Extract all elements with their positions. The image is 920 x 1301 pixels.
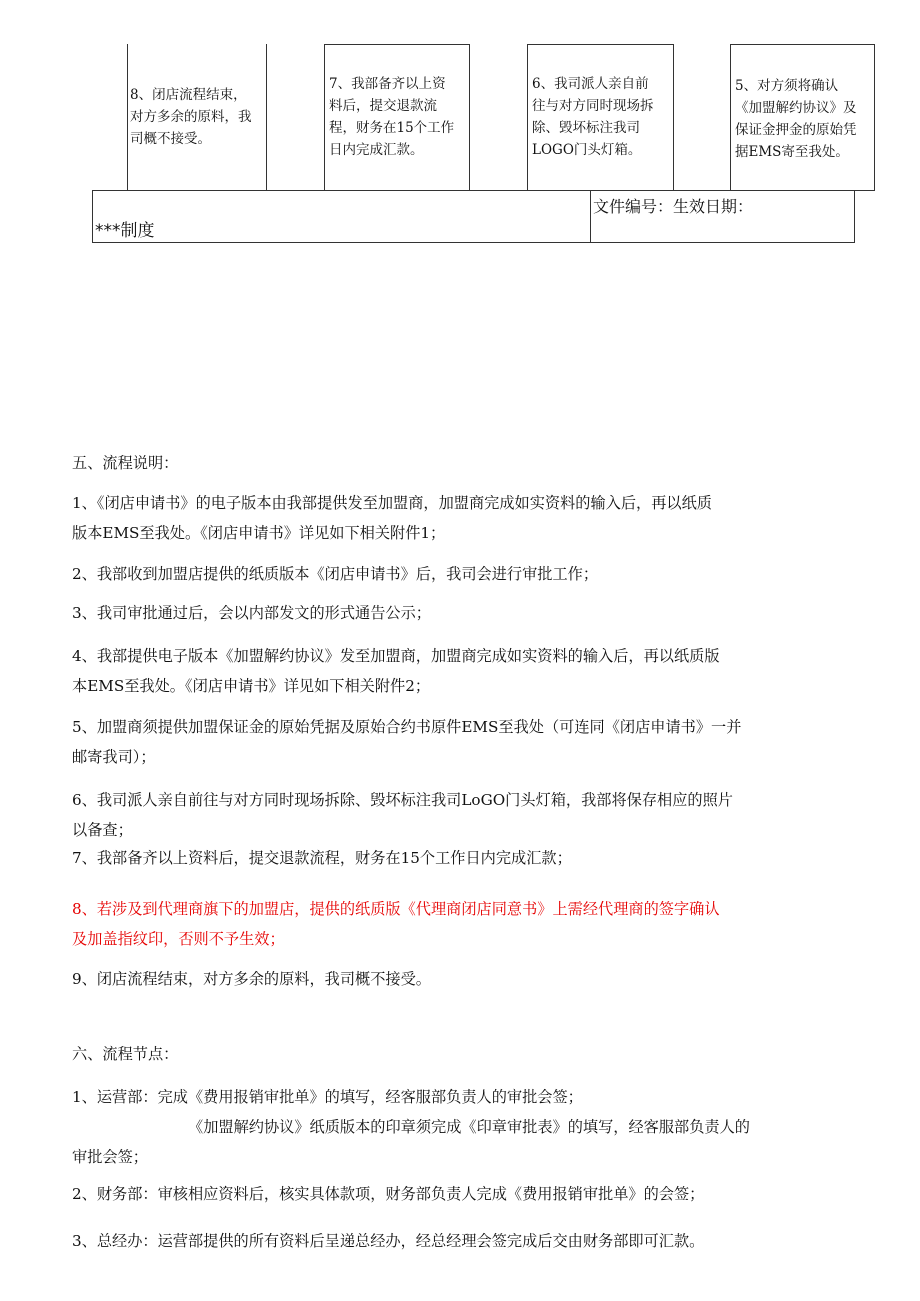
flow-box-step-5: [730, 44, 875, 191]
section-5-item-8-highlighted: [72, 894, 877, 954]
item-line: 及加盖指纹印，否则不予生效；: [72, 930, 285, 948]
section-6-item-3: 3、总经办：运营部提供的所有资料后呈递总经办，经总经理会签完成后交由财务部即可汇款。: [72, 1232, 705, 1250]
flow-box-line: 除、毁坏标注我司: [532, 120, 640, 136]
flow-box-step-6: [527, 44, 674, 191]
flow-box-line: 6、我司派人亲自前: [532, 76, 649, 92]
section-5-item-6: [72, 785, 877, 845]
footer-divider: [590, 191, 591, 242]
section-5-item-3: 3、我司审批通过后，会以内部发文的形式通告公示；: [72, 604, 431, 622]
flow-box-line: 《加盟解约协议》及: [735, 100, 857, 116]
section-5-title: 五、流程说明：: [72, 454, 179, 472]
section-5-item-1: [72, 488, 877, 548]
flow-box-line: 对方多余的原料，我: [130, 109, 252, 125]
item-line: 审批会签；: [72, 1148, 148, 1166]
item-line: 邮寄我司）；: [72, 748, 156, 766]
flow-box-step-7: [324, 44, 470, 191]
section-6-title: 六、流程节点：: [72, 1045, 179, 1063]
flow-box-line: 8、闭店流程结束，: [130, 87, 247, 103]
item-line: 8、若涉及到代理商旗下的加盟店，提供的纸质版《代理商闭店同意书》上需经代理商的签字确认: [72, 900, 720, 918]
section-5-item-2: 2、我部收到加盟店提供的纸质版本《闭店申请书》后，我司会进行审批工作；: [72, 565, 599, 583]
flow-box-line: 料后，提交退款流: [329, 98, 437, 114]
item-line: 5、加盟商须提供加盟保证金的原始凭据及原始合约书原件EMS至我处（可连同《闭店申请书》一并: [72, 718, 742, 736]
section-5-item-7: 7、我部备齐以上资料后，提交退款流程，财务在15个工作日内完成汇款；: [72, 849, 572, 867]
item-line: 4、我部提供电子版本《加盟解约协议》发至加盟商，加盟商完成如实资料的输入后，再以纸质版: [72, 647, 720, 665]
section-5-item-4: [72, 641, 877, 701]
document-footer-table: [92, 190, 855, 243]
flow-box-line: 7、我部备齐以上资: [329, 76, 446, 92]
flow-box-line: 5、对方须将确认: [735, 78, 839, 94]
regulation-name: ***制度: [95, 221, 155, 241]
section-5-item-9: 9、闭店流程结束，对方多余的原料，我司概不接受。: [72, 970, 431, 988]
section-6-item-2: 2、财务部：审核相应资料后，核实具体款项，财务部负责人完成《费用报销审批单》的会签；: [72, 1185, 705, 1203]
flow-box-line: 保证金押金的原始凭: [735, 122, 857, 138]
flow-box-line: 司概不接受。: [130, 131, 211, 147]
item-line: 以备查；: [72, 821, 133, 839]
file-number-effective-date: 文件编号：生效日期：: [593, 197, 754, 216]
item-line: 1、运营部：完成《费用报销审批单》的填写，经客服部负责人的审批会签；: [72, 1088, 583, 1106]
flow-box-line: 往与对方同时现场拆: [532, 98, 654, 114]
item-line: 版本EMS至我处。《闭店申请书》详见如下相关附件1；: [72, 524, 446, 542]
flow-box-step-8: [127, 44, 267, 191]
flow-box-line: 程，财务在15个工作: [329, 120, 455, 136]
item-line: 6、我司派人亲自前往与对方同时现场拆除、毁坏标注我司LoGO门头灯箱，我部将保存相应的照片: [72, 791, 733, 809]
flow-box-line: 据EMS寄至我处。: [735, 144, 849, 160]
item-line: 《加盟解约协议》纸质版本的印章须完成《印章审批表》的填写，经客服部负责人的: [188, 1118, 750, 1136]
flow-box-line: 日内完成汇款。: [329, 142, 424, 158]
section-6-item-1: [72, 1082, 877, 1172]
section-5-item-5: [72, 712, 877, 772]
item-line: 本EMS至我处。《闭店申请书》详见如下相关附件2；: [72, 677, 431, 695]
flow-box-line: LOGO门头灯箱。: [532, 142, 642, 158]
item-line: 1、《闭店申请书》的电子版本由我部提供发至加盟商，加盟商完成如实资料的输入后，再以纸质: [72, 494, 712, 512]
